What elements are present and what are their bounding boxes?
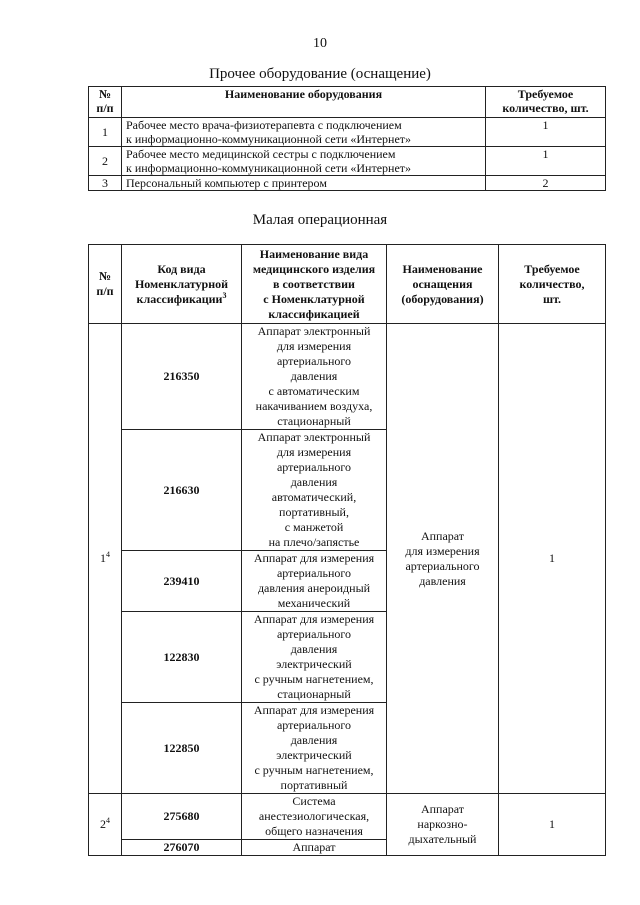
table-header-row	[89, 245, 606, 324]
group-num: $2^4$	[89, 794, 122, 856]
device-code: 239410	[122, 551, 242, 612]
table-header-row	[89, 87, 606, 118]
device-code: 275680	[122, 794, 242, 840]
page-number: 10	[313, 36, 327, 51]
header-quantity: Требуемое количество, шт.	[499, 245, 606, 324]
row-name: Персональный компьютер с принтером	[122, 176, 486, 191]
row-qty: 1	[486, 147, 606, 176]
device-name: Аппарат для измерения артериального давления анероидный механический	[242, 551, 387, 612]
header-device-name: Наименование вида медицинского изделия в соответствии с Номенклатурной классификацией	[242, 245, 387, 324]
row-name: Рабочее место врача-физиотерапевта с подключением к информационно-коммуникационной сети «Интернет»	[122, 118, 486, 147]
row-num: 1	[89, 118, 122, 147]
header-equipment: Наименование оснащения (оборудования)	[387, 245, 499, 324]
section-title-small-operating-room: Малая операционная	[252, 212, 388, 228]
equipment-name: Аппарат наркозно- дыхательный	[387, 794, 499, 856]
equipment-name: Аппарат для измерения артериального давления	[387, 324, 499, 794]
quantity: 1	[499, 794, 606, 856]
header-num: № п/п	[89, 245, 122, 324]
group-num: $1^4$	[89, 324, 122, 794]
device-name: Аппарат	[242, 840, 387, 856]
other-equipment-table	[88, 86, 606, 191]
header-code: Код вида Номенклатурной классификации$^3$	[122, 245, 242, 324]
device-name: Аппарат электронный для измерения артериального давления с автоматическим накачиванием воздуха, стационарный	[242, 324, 387, 430]
device-name: Аппарат для измерения артериального давления электрический с ручным нагнетением, портативный	[242, 703, 387, 794]
table-row	[89, 147, 606, 176]
quantity: 1	[499, 324, 606, 794]
table-row	[89, 176, 606, 191]
small-operating-room-table	[88, 244, 606, 856]
device-code: 122830	[122, 612, 242, 703]
row-num: 3	[89, 176, 122, 191]
row-name: Рабочее место медицинской сестры с подключением к информационно-коммуникационной сети «Интернет»	[122, 147, 486, 176]
row-num: 2	[89, 147, 122, 176]
row-qty: 2	[486, 176, 606, 191]
section-title-other-equipment: Прочее оборудование (оснащение)	[209, 66, 431, 82]
row-qty: 1	[486, 118, 606, 147]
device-code: 216350	[122, 324, 242, 430]
table-row	[89, 324, 606, 430]
header-equipment-name: Наименование оборудования	[122, 87, 486, 118]
table-row	[89, 118, 606, 147]
device-code: 122850	[122, 703, 242, 794]
device-code: 276070	[122, 840, 242, 856]
table-row	[89, 794, 606, 840]
device-name: Аппарат для измерения артериального давления электрический с ручным нагнетением, стационарный	[242, 612, 387, 703]
device-code: 216630	[122, 430, 242, 551]
device-name: Аппарат электронный для измерения артериального давления автоматический, портативный, с манжетой на плечо/запястье	[242, 430, 387, 551]
device-name: Система анестезиологическая, общего назначения	[242, 794, 387, 840]
header-num: № п/п	[89, 87, 122, 118]
header-quantity: Требуемое количество, шт.	[486, 87, 606, 118]
